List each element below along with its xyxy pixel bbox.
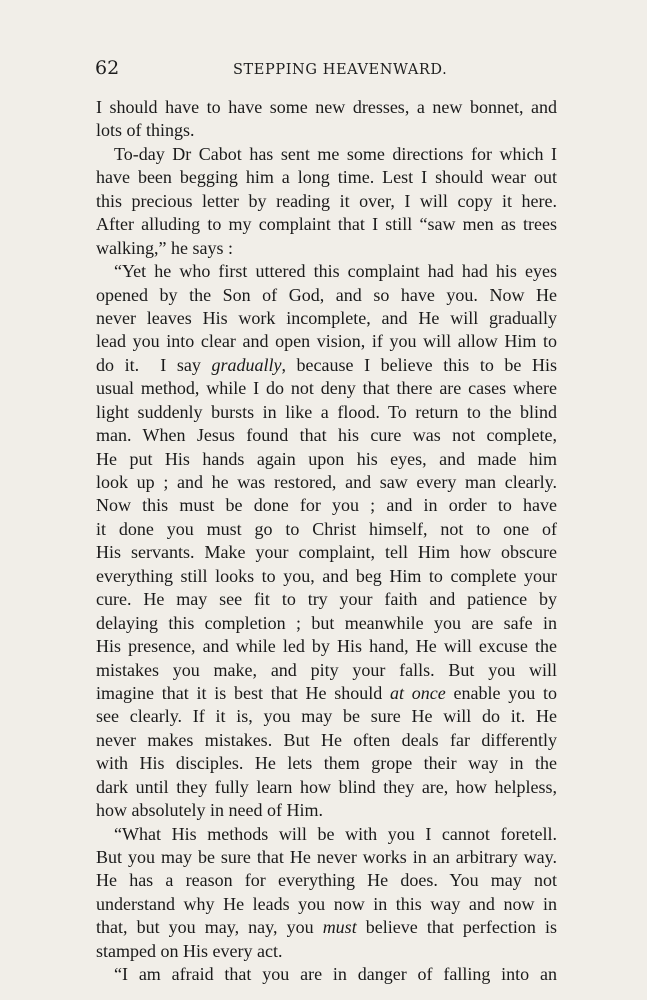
text-segment: that, but you may, nay, you xyxy=(96,917,323,938)
text-line: have been begging him a long time. Lest I should wear out xyxy=(96,167,557,188)
text-line: After alluding to my complaint that I still “saw men as trees xyxy=(96,214,557,235)
italic-emphasis: at once xyxy=(390,682,446,703)
text-line: But you may be sure that He never works in an arbitrary way. xyxy=(96,847,557,867)
text-line: He has a reason for everything He does. You may not xyxy=(96,870,557,891)
text-line: never leaves His work incomplete, and He will gradually xyxy=(96,307,557,328)
text-line: To-day Dr Cabot has sent me some directions for which I xyxy=(114,143,557,164)
text-segment: , because I believe this to be His xyxy=(281,354,557,375)
text-line: look up ; and he was restored, and saw every man clearly. xyxy=(96,472,557,492)
text-segment: enable you to xyxy=(445,682,558,703)
text-line: His servants. Make your complaint, tell Him how obscure xyxy=(96,542,557,563)
text-line: understand why He leads you now in this way and now in xyxy=(96,893,557,914)
text-segment: believe that perfection is xyxy=(356,917,557,938)
page-number: 62 xyxy=(95,57,120,79)
text-line xyxy=(96,354,557,377)
page-header xyxy=(95,56,557,82)
running-head: STEPPING HEAVENWARD. xyxy=(233,62,448,78)
text-line: opened by the Son of God, and so have you. Now He xyxy=(96,284,557,305)
text-line: with His disciples. He lets them grope their way in the xyxy=(96,753,557,774)
text-line: light suddenly bursts in like a flood. To return to the blind xyxy=(96,401,557,422)
text-line: Now this must be done for you ; and in order to have xyxy=(96,495,557,516)
body-text xyxy=(96,96,557,987)
text-line: how absolutely in need of Him. xyxy=(96,800,323,821)
text-line: lots of things. xyxy=(96,120,195,141)
text-line: I should have to have some new dresses, a new bonnet, and xyxy=(96,97,557,117)
text-line: “Yet he who first uttered this complaint had had his eyes xyxy=(114,261,557,282)
text-line: mistakes you make, and pity your falls. But you will xyxy=(96,659,557,680)
text-line: man. When Jesus found that his cure was not complete, xyxy=(96,425,557,446)
text-line: usual method, while I do not deny that there are cases where xyxy=(96,378,557,399)
text-line: lead you into clear and open vision, if you will allow Him to xyxy=(96,331,557,352)
text-line: “What His methods will be with you I cannot foretell. xyxy=(114,823,557,844)
text-line: everything still looks to you, and beg Him to complete your xyxy=(96,565,557,586)
text-line: it done you must go to Christ himself, not to one of xyxy=(96,518,557,539)
text-line xyxy=(96,916,557,939)
italic-emphasis: gradually xyxy=(211,354,282,375)
text-line: He put His hands again upon his eyes, and made him xyxy=(96,448,557,469)
text-line: delaying this completion ; but meanwhile you are safe in xyxy=(96,612,557,633)
text-line: this precious letter by reading it over, I will copy it here. xyxy=(96,190,557,211)
text-line: dark until they fully learn how blind they are, how helpless, xyxy=(96,776,557,797)
text-segment: do it. I say xyxy=(96,354,212,375)
text-line: cure. He may see fit to try your faith and patience by xyxy=(96,589,557,610)
text-line: see clearly. If it is, you may be sure He will do it. He xyxy=(96,706,557,727)
text-line: walking,” he says : xyxy=(96,237,233,258)
text-line: His presence, and while led by His hand, He will excuse the xyxy=(96,636,557,657)
text-line: “I am afraid that you are in danger of falling into an xyxy=(114,964,557,985)
text-line: stamped on His every act. xyxy=(96,940,283,961)
italic-emphasis: must xyxy=(322,917,357,938)
text-line: never makes mistakes. But He often deals far differently xyxy=(96,729,557,750)
text-segment: imagine that it is best that He should xyxy=(96,682,391,703)
text-line xyxy=(96,682,557,705)
